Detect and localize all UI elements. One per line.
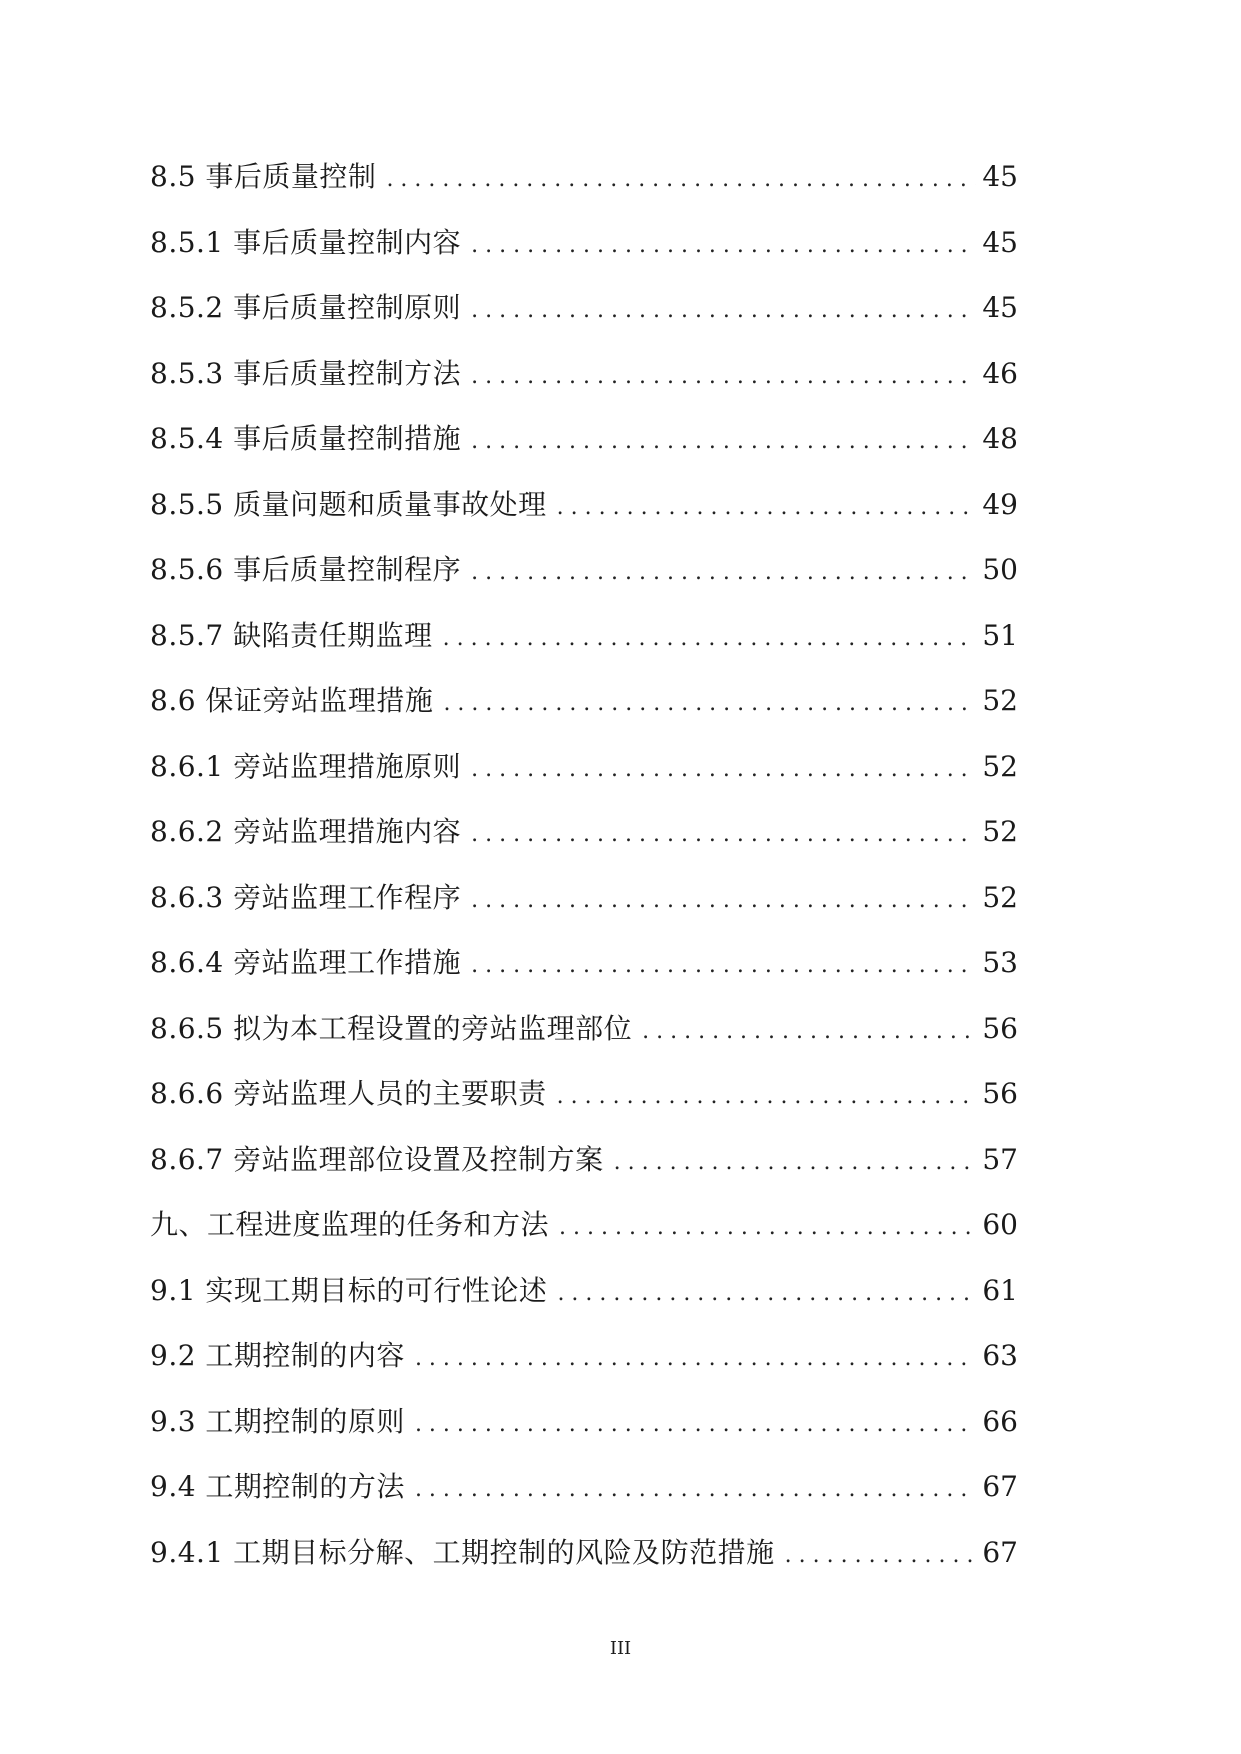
toc-leader-dots (415, 1477, 976, 1502)
toc-entry-page: 66 (982, 1404, 1018, 1438)
toc-entry[interactable] (150, 1531, 1018, 1597)
toc-leader-dots (557, 495, 977, 520)
toc-entry-page: 56 (982, 1011, 1018, 1045)
toc-entry[interactable] (150, 1138, 1018, 1204)
toc-leader-dots (415, 1412, 976, 1437)
toc-leader-dots (471, 233, 976, 258)
toc-entry[interactable] (150, 1269, 1018, 1335)
toc-entry-title: 9.1 实现工期目标的可行性论述 (150, 1273, 548, 1307)
toc-entry[interactable] (150, 679, 1018, 745)
toc-entry[interactable] (150, 1072, 1018, 1138)
toc-entry-title: 8.5.5 质量问题和质量事故处理 (150, 487, 547, 521)
toc-entry-page: 63 (982, 1339, 1018, 1372)
toc-entry-title: 9.3 工期控制的原则 (150, 1404, 405, 1438)
toc-leader-dots (614, 1150, 977, 1175)
toc-entry[interactable] (150, 548, 1018, 614)
toc-entry-title: 8.5.2 事后质量控制原则 (150, 291, 462, 324)
toc-entry-page: 45 (982, 160, 1018, 193)
toc-entry-title: 8.6 保证旁站监理措施 (150, 684, 434, 717)
toc-entry[interactable] (150, 483, 1018, 549)
toc-entry-title: 8.6.4 旁站监理工作措施 (150, 946, 462, 979)
toc-entry[interactable] (150, 941, 1018, 1007)
toc-leader-dots (471, 757, 976, 782)
toc-entry-title: 8.6.6 旁站监理人员的主要职责 (150, 1077, 547, 1110)
toc-leader-dots (559, 1215, 976, 1240)
toc-entry-title: 8.6.1 旁站监理措施原则 (150, 749, 462, 783)
toc-leader-dots (471, 560, 976, 585)
toc-entry-page: 61 (982, 1273, 1018, 1307)
toc-entry-page: 52 (982, 749, 1018, 783)
toc-entry-title: 8.6.3 旁站监理工作程序 (150, 880, 462, 914)
toc-entry[interactable] (150, 1400, 1018, 1466)
toc-leader-dots (471, 429, 976, 454)
toc-entry[interactable] (150, 417, 1018, 483)
toc-entry[interactable] (150, 745, 1018, 811)
toc-entry[interactable] (150, 614, 1018, 680)
toc-entry[interactable] (150, 286, 1018, 352)
toc-entry[interactable] (150, 221, 1018, 287)
toc-entry-title: 8.5.1 事后质量控制内容 (150, 225, 462, 259)
toc-entry-page: 46 (982, 356, 1018, 390)
toc-leader-dots (443, 626, 977, 651)
toc-entry-title: 9.4.1 工期目标分解、工期控制的风险及防范措施 (150, 1535, 775, 1569)
toc-leader-dots (471, 888, 976, 913)
toc-leader-dots (557, 1084, 977, 1109)
toc-leader-dots (471, 364, 976, 389)
toc-leader-dots (642, 1019, 976, 1044)
toc-entry-title: 8.6.2 旁站监理措施内容 (150, 815, 462, 848)
toc-entry[interactable] (150, 352, 1018, 418)
toc-leader-dots (415, 1346, 976, 1371)
toc-entry[interactable] (150, 155, 1018, 221)
toc-entry-page: 67 (982, 1535, 1018, 1569)
toc-entry-page: 49 (982, 487, 1018, 521)
toc-entry-title: 9.2 工期控制的内容 (150, 1339, 405, 1372)
toc-entry[interactable] (150, 810, 1018, 876)
toc-entry-page: 53 (982, 946, 1018, 979)
toc-entry-page: 52 (982, 880, 1018, 914)
toc-entry-title: 8.5.6 事后质量控制程序 (150, 553, 462, 586)
toc-entry-title: 8.6.7 旁站监理部位设置及控制方案 (150, 1142, 604, 1176)
toc-entry[interactable] (150, 1203, 1018, 1269)
toc-entry-page: 67 (982, 1470, 1018, 1503)
toc-entry-page: 57 (982, 1142, 1018, 1176)
toc-entry-title: 8.6.5 拟为本工程设置的旁站监理部位 (150, 1011, 633, 1045)
toc-entry-page: 45 (982, 291, 1018, 324)
toc-entry-page: 60 (982, 1208, 1018, 1241)
toc-leader-dots (386, 167, 976, 192)
toc-entry-title: 8.5.4 事后质量控制措施 (150, 422, 462, 455)
toc-entry-page: 48 (982, 422, 1018, 455)
toc-entry-page: 52 (982, 684, 1018, 717)
page-number: III (609, 1638, 632, 1659)
toc-leader-dots (557, 1281, 976, 1306)
toc-entry[interactable] (150, 1334, 1018, 1400)
toc-entry[interactable] (150, 876, 1018, 942)
toc-entry-page: 51 (982, 618, 1018, 652)
toc-entry-page: 45 (982, 225, 1018, 259)
toc-leader-dots (471, 953, 976, 978)
toc-entry[interactable] (150, 1007, 1018, 1073)
toc-entry-page: 56 (982, 1077, 1018, 1110)
toc-entry-title: 8.5.7 缺陷责任期监理 (150, 618, 433, 652)
toc-leader-dots (785, 1543, 977, 1568)
toc-entry-title: 8.5.3 事后质量控制方法 (150, 356, 462, 390)
toc-entry-title: 九、工程进度监理的任务和方法 (150, 1208, 550, 1241)
toc-entry-title: 8.5 事后质量控制 (150, 160, 377, 193)
table-of-contents (150, 155, 1018, 1596)
toc-leader-dots (471, 822, 976, 847)
toc-entry[interactable] (150, 1465, 1018, 1531)
toc-entry-page: 52 (982, 815, 1018, 848)
toc-leader-dots (443, 691, 976, 716)
toc-leader-dots (471, 298, 976, 323)
toc-entry-page: 50 (982, 553, 1018, 586)
toc-entry-title: 9.4 工期控制的方法 (150, 1470, 405, 1503)
